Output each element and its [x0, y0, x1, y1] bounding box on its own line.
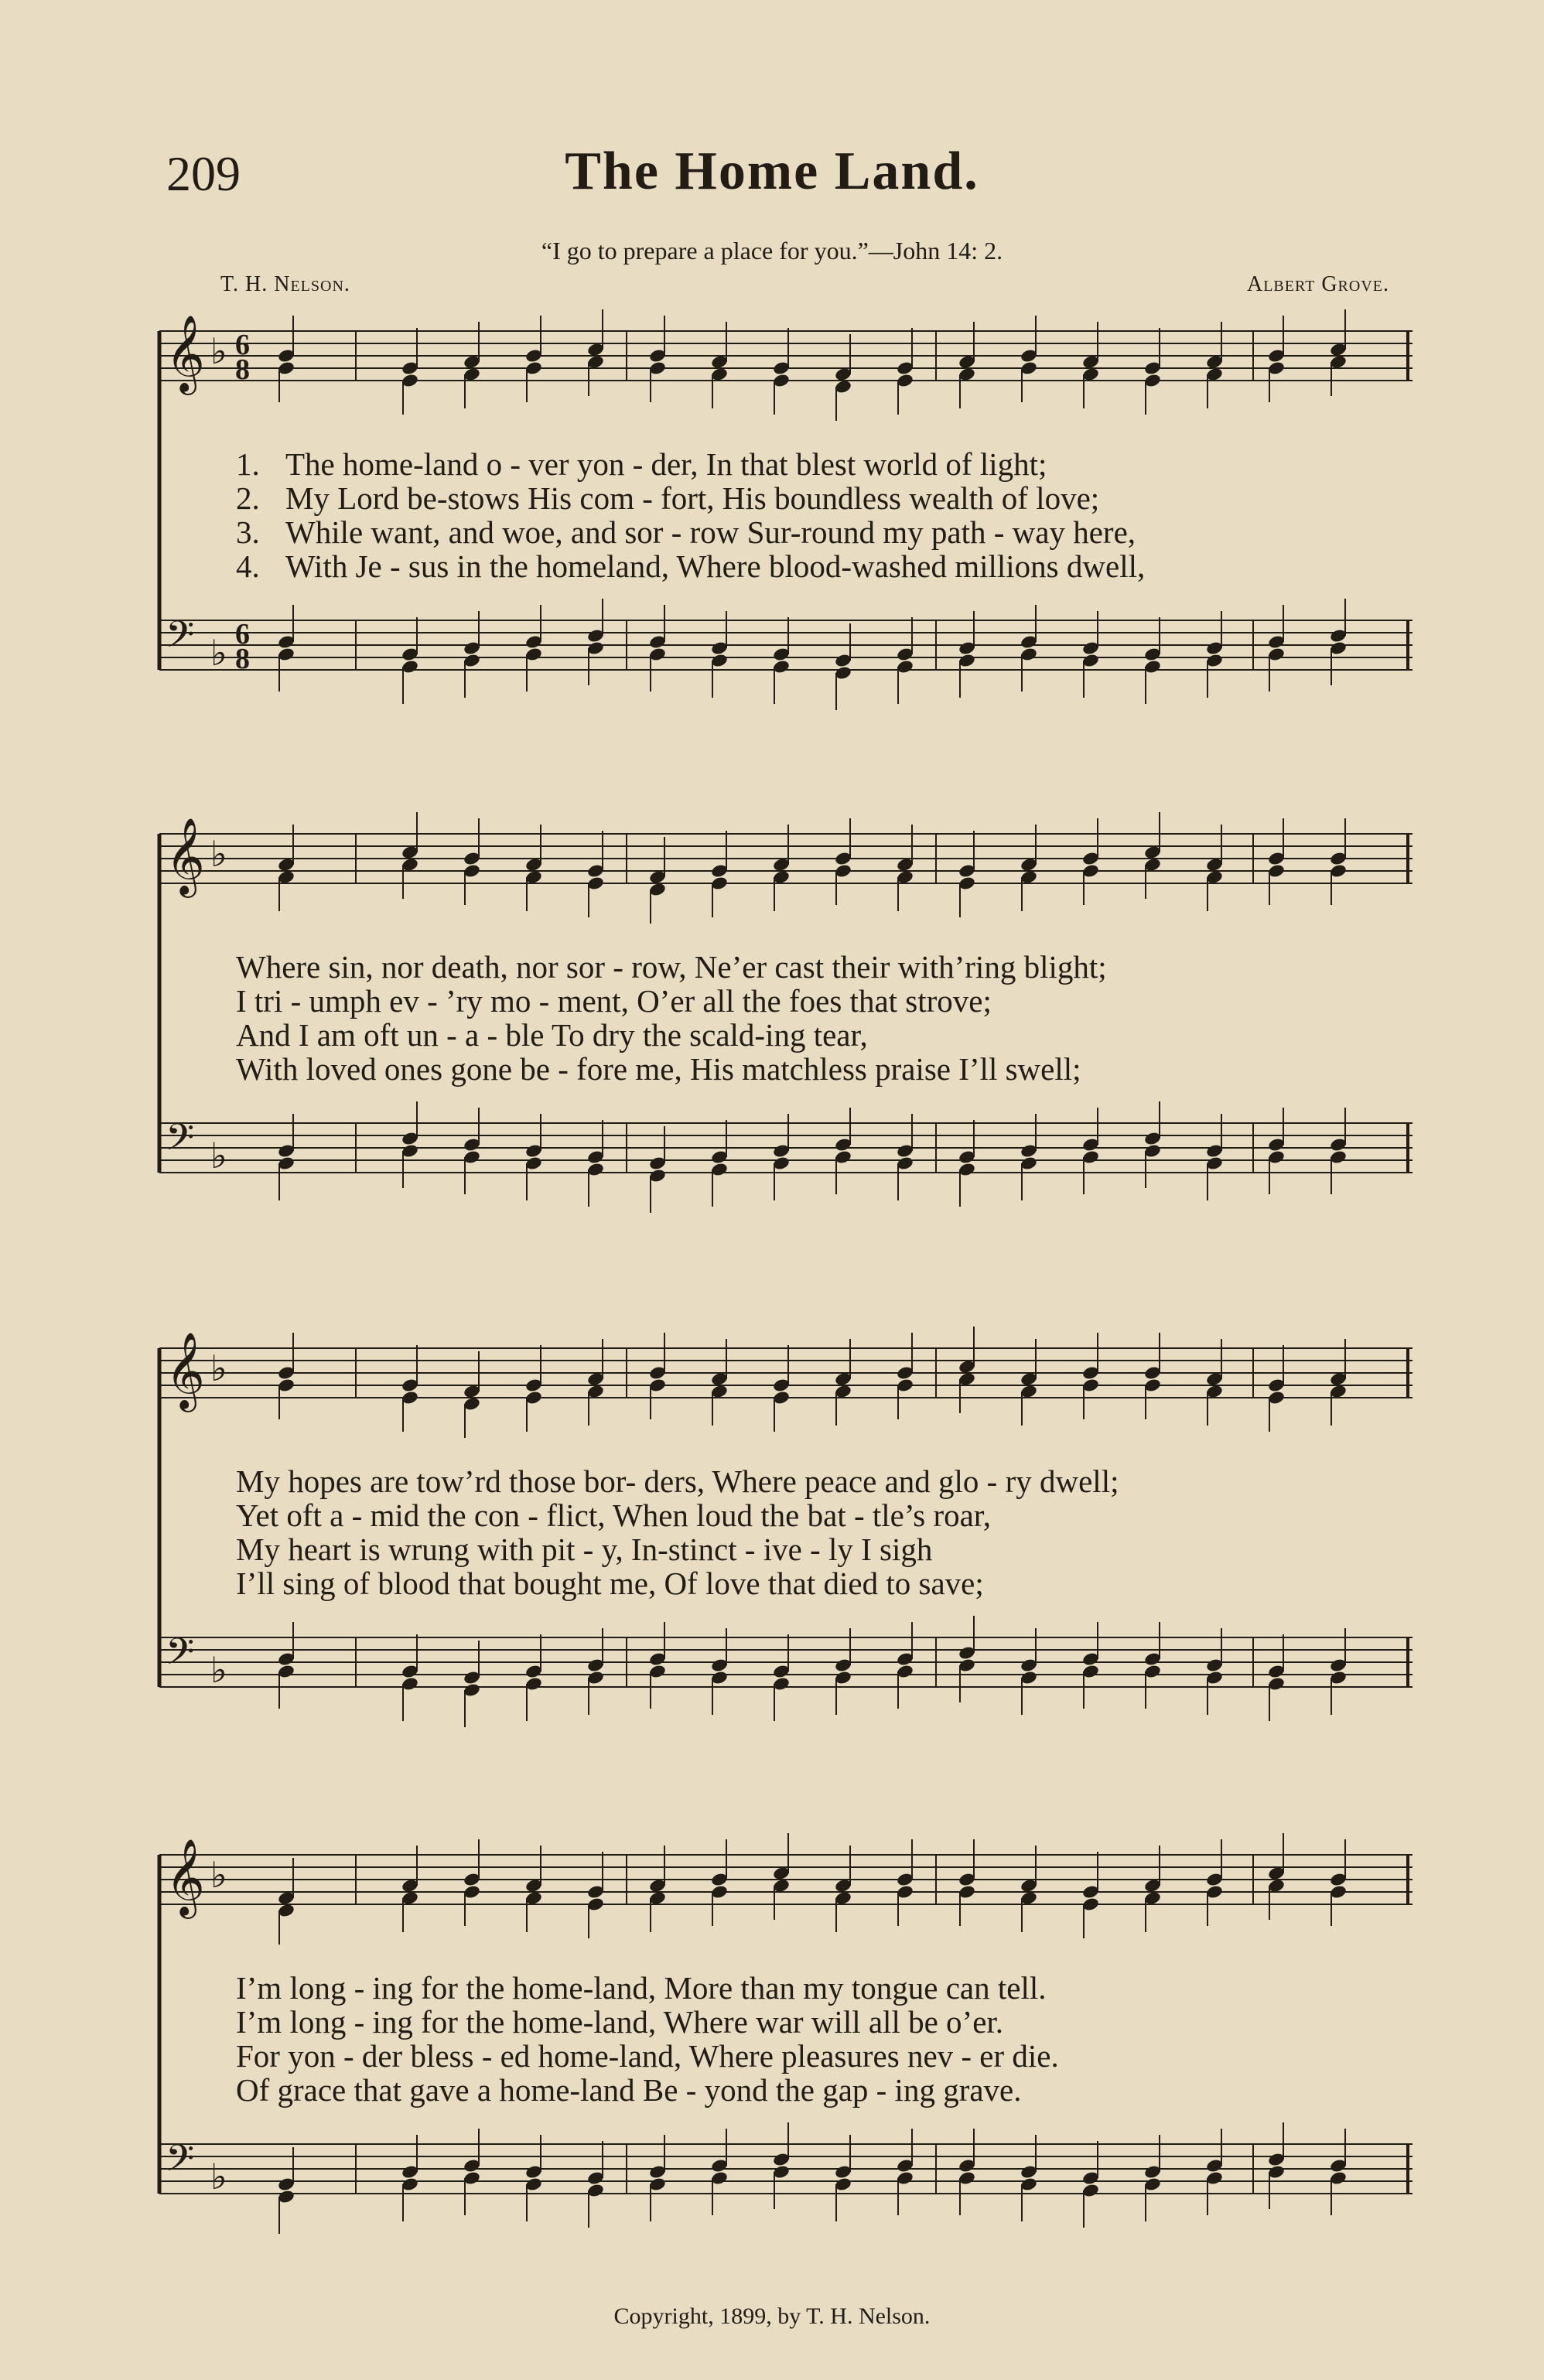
treble-clef-icon: 𝄞 — [166, 315, 205, 392]
flat-icon: ♭ — [210, 1135, 227, 1176]
lyric-text: For yon - der bless - ed home-land, Where pleasures nev - er die. — [236, 2038, 1059, 2074]
lyric-text: With Je - sus in the homeland, Where blood-washed millions dwell, — [285, 548, 1146, 584]
lyric-text: I’m long - ing for the home-land, More than my tongue can tell. — [236, 1970, 1047, 2006]
hymn-number: 209 — [166, 146, 241, 201]
flat-icon: ♭ — [210, 632, 227, 674]
flat-icon: ♭ — [210, 330, 227, 372]
lyric-text: My hopes are tow’rd those bor- ders, Where peace and glo - ry dwell; — [236, 1463, 1119, 1499]
bass-clef-icon: 𝄢 — [166, 1115, 195, 1168]
lyric-line-verse-2 — [236, 2005, 1003, 2039]
lyric-text: With loved ones gone be - fore me, His matchless praise I’ll swell; — [236, 1051, 1081, 1087]
verse-number: 2. — [236, 480, 260, 516]
lyric-line-verse-3 — [236, 515, 1136, 549]
copyright-notice: Copyright, 1899, by T. H. Nelson. — [613, 2303, 931, 2329]
hymn-title: The Home Land. — [565, 142, 979, 201]
time-signature-numerator: 6 — [235, 618, 250, 650]
lyric-line-verse-4 — [236, 1566, 984, 1600]
composer-credit: Albert Grove. — [1246, 272, 1389, 296]
lyric-line-verse-3 — [236, 1532, 932, 1566]
bass-clef-icon: 𝄢 — [166, 613, 195, 665]
lyric-text: And I am oft un - a - ble To dry the scald-ing tear, — [236, 1017, 868, 1053]
lyric-line-verse-3 — [236, 2039, 1059, 2073]
lyric-line-verse-2 — [236, 1498, 991, 1532]
lyric-text: My Lord be-stows His com - fort, His boundless wealth of love; — [285, 480, 1100, 516]
time-signature-denominator: 8 — [235, 353, 250, 386]
lyric-text: I’ll sing of blood that bought me, Of love that died to save; — [236, 1566, 984, 1601]
lyric-line-verse-1 — [236, 447, 1047, 481]
lyric-line-verse-2 — [236, 481, 1099, 515]
bass-clef-icon: 𝄢 — [166, 2136, 195, 2189]
lyric-text: I tri - umph ev - ’ry mo - ment, O’er all the foes that strove; — [236, 983, 992, 1019]
flat-icon: ♭ — [210, 833, 227, 875]
lyric-text: Yet oft a - mid the con - flict, When loud the bat - tle’s roar, — [236, 1497, 992, 1533]
treble-clef-icon: 𝄞 — [166, 818, 205, 895]
lyric-text: Of grace that gave a home-land Be - yond the gap - ing grave. — [236, 2072, 1022, 2108]
bass-clef-icon: 𝄢 — [166, 1630, 195, 1682]
verse-number: 3. — [236, 514, 260, 550]
lyric-text: I’m long - ing for the home-land, Where war will all be o’er. — [236, 2004, 1004, 2040]
lyricist-credit: T. H. Nelson. — [220, 272, 350, 296]
music-system-3 — [155, 1327, 1423, 1729]
lyric-line-verse-3 — [236, 1018, 868, 1052]
music-system-1 — [155, 309, 1423, 712]
verse-number: 1. — [236, 446, 260, 482]
music-system-2 — [155, 812, 1423, 1214]
music-system-4 — [155, 1833, 1423, 2235]
lyric-line-verse-4 — [236, 1052, 1081, 1086]
lyric-line-verse-4 — [236, 549, 1145, 583]
lyric-line-verse-4 — [236, 2073, 1022, 2107]
lyric-text: The home-land o - ver yon - der, In that blest world of light; — [285, 446, 1047, 482]
flat-icon: ♭ — [210, 1649, 227, 1691]
time-signature-numerator: 6 — [235, 329, 250, 361]
flat-icon: ♭ — [210, 1347, 227, 1389]
flat-icon: ♭ — [210, 1854, 227, 1896]
scripture-epigraph: “I go to prepare a place for you.”—John 14: 2. — [541, 237, 1003, 265]
flat-icon: ♭ — [210, 2156, 227, 2197]
lyric-line-verse-1 — [236, 1971, 1047, 2005]
lyric-line-verse-1 — [236, 1464, 1119, 1498]
treble-clef-icon: 𝄞 — [166, 1839, 205, 1916]
lyric-line-verse-2 — [236, 984, 992, 1018]
lyric-line-verse-1 — [236, 950, 1107, 984]
verse-number: 4. — [236, 548, 260, 584]
lyric-text: Where sin, nor death, nor sor - row, Ne’er cast their with’ring blight; — [236, 949, 1107, 985]
lyric-text: My heart is wrung with pit - y, In-stinct - ive - ly I sigh — [236, 1531, 933, 1567]
lyric-text: While want, and woe, and sor - row Sur-round my path - way here, — [285, 514, 1136, 550]
time-signature-denominator: 8 — [235, 643, 250, 675]
treble-clef-icon: 𝄞 — [166, 1332, 205, 1409]
